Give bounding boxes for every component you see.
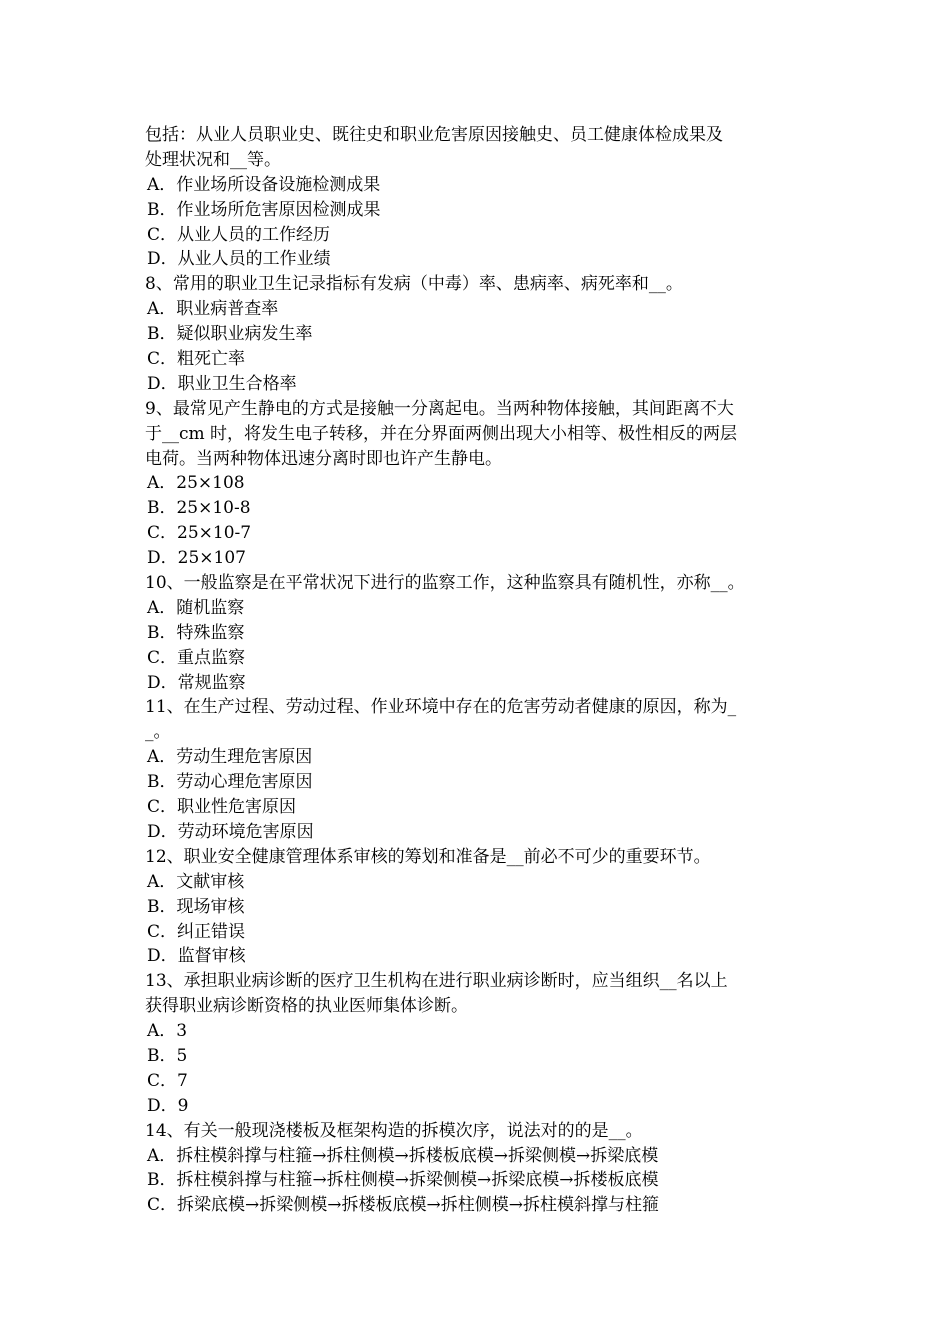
answer-option: B．5 (147, 1045, 188, 1066)
answer-option: B．作业场所危害原因检测成果 (147, 199, 381, 220)
answer-option: C．从业人员的工作经历 (147, 224, 331, 245)
answer-option: B．疑似职业病发生率 (147, 324, 313, 345)
question-text-line: 12、职业安全健康管理体系审核的筹划和准备是__前必不可少的重要环节。 (145, 846, 711, 867)
answer-option: A．拆柱模斜撑与柱箍→拆柱侧模→拆楼板底模→拆梁侧模→拆梁底模 (147, 1145, 659, 1166)
answer-option: D．劳动环境危害原因 (147, 821, 314, 842)
answer-option: B．25×10-8 (147, 498, 251, 519)
question-text-line: 11、在生产过程、劳动过程、作业环境中存在的危害劳动者健康的原因，称为_ (145, 697, 737, 718)
answer-option: C．拆梁底模→拆梁侧模→拆楼板底模→拆柱侧模→拆柱模斜撑与柱箍 (147, 1195, 659, 1216)
answer-option: A．25×108 (147, 473, 245, 494)
answer-option: A．职业病普查率 (147, 299, 279, 320)
answer-option: B．特殊监察 (147, 622, 245, 643)
document-body (145, 123, 810, 1218)
question-text-line: 10、一般监察是在平常状况下进行的监察工作，这种监察具有随机性，亦称__。 (145, 573, 745, 594)
question-text-line: 14、有关一般现浇楼板及框架构造的拆模次序，说法对的的是__。 (145, 1120, 643, 1141)
answer-option: B．拆柱模斜撑与柱箍→拆柱侧模→拆梁侧模→拆梁底模→拆楼板底模 (147, 1170, 659, 1191)
answer-option: C．重点监察 (147, 647, 246, 668)
question-text-line: 13、承担职业病诊断的医疗卫生机构在进行职业病诊断时，应当组织__名以上 (145, 971, 728, 992)
answer-option: D．职业卫生合格率 (147, 373, 297, 394)
question-text-line: 获得职业病诊断资格的执业医师集体诊断。 (145, 996, 468, 1017)
answer-option: A．劳动生理危害原因 (147, 747, 313, 768)
question-text-line: 电荷。当两种物体迅速分离时即也许产生静电。 (145, 448, 502, 469)
question-text-line: 8、常用的职业卫生记录指标有发病（中毒）率、患病率、病死率和__。 (145, 274, 683, 295)
answer-option: D．监督审核 (147, 946, 246, 967)
answer-option: A．随机监察 (147, 597, 245, 618)
question-text-line: 包括：从业人员职业史、既往史和职业危害原因接触史、员工健康体检成果及 (145, 125, 723, 145)
answer-option: D．25×107 (147, 548, 246, 569)
answer-option: A．文献审核 (147, 871, 245, 892)
answer-option: D．从业人员的工作业绩 (147, 249, 331, 270)
answer-option: B．现场审核 (147, 896, 245, 917)
answer-option: A．作业场所设备设施检测成果 (147, 174, 381, 195)
answer-option: D．常规监察 (147, 672, 246, 693)
question-text-line: 于__cm 时，将发生电子转移，并在分界面两侧出现大小相等、极性相反的两层 (145, 423, 738, 444)
question-text-line: 处理状况和__等。 (145, 149, 281, 170)
answer-option: A．3 (147, 1021, 188, 1042)
answer-option: C．职业性危害原因 (147, 797, 297, 818)
answer-option: C．粗死亡率 (147, 349, 246, 370)
question-text-line: 9、最常见产生静电的方式是接触一分离起电。当两种物体接触，其间距离不大 (145, 398, 734, 419)
question-text-line: _。 (145, 722, 171, 743)
answer-option: C．纠正错误 (147, 921, 246, 942)
answer-option: C．25×10-7 (147, 523, 252, 544)
answer-option: B．劳动心理危害原因 (147, 772, 313, 793)
answer-option: D．9 (147, 1095, 189, 1116)
answer-option: C．7 (147, 1070, 188, 1091)
